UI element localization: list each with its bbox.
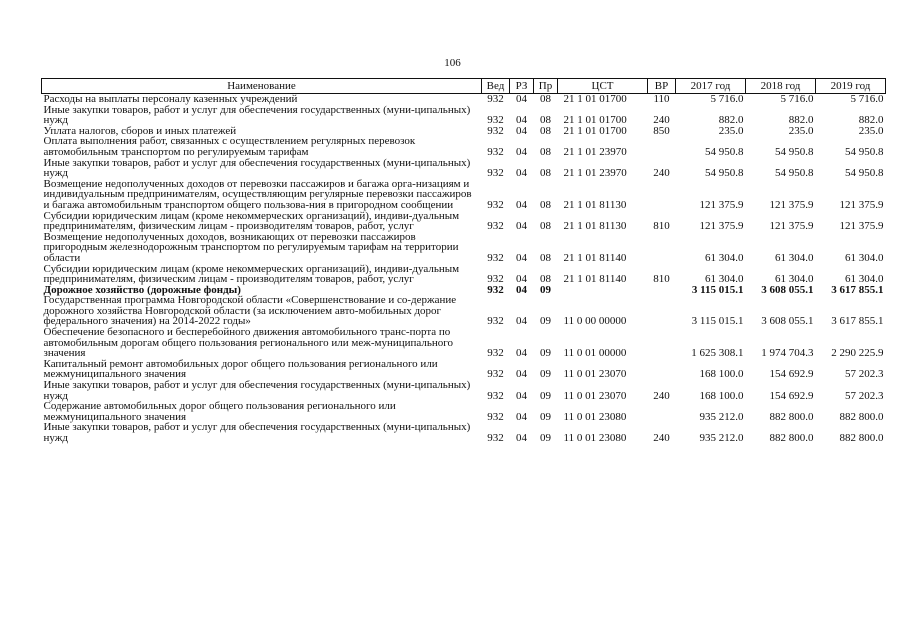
row-name: Возмещение недополученных доходов от перевозки пассажиров и багажа орга-низациям и индивидуальным предпринимателям, осуществляющим регулярные перевозки пассажиров и багажа автомобильным транспортом общего пользова-ния в пригородном сообщении	[43, 177, 472, 211]
row-amount-2019: 3 617 855.1	[831, 283, 884, 296]
row-rz: 04	[516, 145, 527, 158]
row-pr: 08	[540, 198, 551, 211]
row-amount-2017: 935 212.0	[699, 432, 744, 444]
table-row	[42, 401, 886, 422]
row-amount-2018: 3 608 055.1	[761, 315, 814, 328]
row-vr: 240	[653, 389, 670, 402]
row-amount-2017: 61 304.0	[705, 251, 744, 264]
row-rz: 04	[516, 273, 527, 286]
row-rz: 04	[516, 347, 527, 360]
row-ved: 932	[487, 220, 504, 233]
column-header-vr: ВР	[648, 79, 676, 94]
row-amount-2019: 3 617 855.1	[831, 315, 884, 328]
row-rz: 04	[516, 389, 527, 402]
row-cst: 21 1 01 01700	[563, 93, 627, 105]
row-rz: 04	[516, 368, 527, 381]
row-vr	[648, 327, 676, 359]
row-vr	[648, 136, 676, 157]
row-vr: 810	[653, 273, 670, 286]
row-vr: 810	[653, 220, 670, 233]
row-name: Субсидии юридическим лицам (кроме некоммерческих организаций), индиви-дуальным предпринимателям, физическим лицам - производителям товаров, работ, услуг	[43, 209, 460, 233]
row-amount-2018: 154 692.9	[769, 389, 814, 402]
row-amount-2019: 882 800.0	[839, 432, 884, 444]
row-pr: 08	[540, 114, 551, 127]
row-amount-2019: 5 716.0	[850, 93, 884, 105]
row-pr: 08	[540, 167, 551, 180]
row-amount-2018: 1 974 704.3	[761, 347, 814, 360]
row-pr: 09	[540, 347, 551, 360]
row-vr: 240	[653, 114, 670, 127]
row-amount-2019: 882 800.0	[839, 410, 884, 423]
column-header-2019: 2019 год	[816, 79, 886, 94]
row-amount-2017: 5 716.0	[710, 93, 744, 105]
row-amount-2017: 121 375.9	[699, 220, 744, 233]
row-ved: 932	[487, 114, 504, 127]
row-amount-2018: 121 375.9	[769, 220, 814, 233]
row-name: Государственная программа Новгородской области «Совершенствование и со-держание дорожного хозяйства Новгородской области (за исключением авто-мобильных дорог федерального значения) на 2014-2022 годы»	[43, 294, 457, 328]
row-pr: 09	[540, 410, 551, 423]
row-name: Оплата выполнения работ, связанных с осуществлением регулярных перевозок автомобильным транспортом по регулируемым тарифам	[43, 135, 416, 158]
row-ved: 932	[487, 347, 504, 360]
row-rz: 04	[516, 315, 527, 328]
row-ved: 932	[487, 389, 504, 402]
table-row	[42, 105, 886, 126]
column-header-2018: 2018 год	[746, 79, 816, 94]
row-amount-2019: 2 290 225.9	[831, 347, 884, 360]
row-amount-2018: 882 800.0	[769, 432, 814, 444]
row-amount-2017: 54 950.8	[705, 145, 744, 158]
row-vr	[648, 285, 676, 296]
row-amount-2018: 3 608 055.1	[761, 283, 814, 296]
row-pr: 08	[540, 273, 551, 286]
row-pr: 09	[540, 283, 551, 296]
row-cst: 11 0 00 00000	[563, 315, 627, 328]
row-pr: 09	[540, 389, 551, 402]
row-pr: 09	[540, 432, 551, 444]
row-amount-2018: 882 800.0	[769, 410, 814, 423]
row-cst: 21 1 01 81140	[563, 251, 627, 264]
row-ved: 932	[487, 273, 504, 286]
row-ved: 932	[487, 410, 504, 423]
row-amount-2018: 235.0	[788, 124, 814, 137]
row-vr	[648, 295, 676, 327]
row-amount-2017: 168 100.0	[699, 368, 744, 381]
row-amount-2019: 54 950.8	[845, 145, 884, 158]
table-row	[42, 211, 886, 232]
row-pr: 08	[540, 93, 551, 105]
row-cst: 21 1 01 81140	[563, 273, 627, 286]
row-ved: 932	[487, 315, 504, 328]
row-amount-2018: 54 950.8	[775, 167, 814, 180]
row-rz: 04	[516, 283, 527, 296]
row-amount-2018: 61 304.0	[775, 273, 814, 286]
row-amount-2017: 61 304.0	[705, 273, 744, 286]
table-row	[42, 359, 886, 380]
row-vr: 240	[653, 167, 670, 180]
row-cst: 11 0 01 23080	[563, 410, 627, 423]
row-amount-2017: 882.0	[718, 114, 744, 127]
table-row	[42, 264, 886, 285]
row-cst: 21 1 01 01700	[563, 114, 627, 127]
column-header-name: Наименование	[42, 79, 482, 94]
row-vr	[648, 232, 676, 264]
row-name: Расходы на выплаты персоналу казенных учреждений	[43, 93, 298, 105]
column-header-2017: 2017 год	[676, 79, 746, 94]
row-ved: 932	[487, 93, 504, 105]
row-name: Возмещение недополученных доходов, возникающих от перевозки пассажиров пригородным железнодорожным транспортом по регулируемым тарифам на территории области	[43, 230, 459, 264]
row-amount-2019: 61 304.0	[845, 273, 884, 286]
table-row	[42, 422, 886, 443]
row-name: Капитальный ремонт автомобильных дорог общего пользования регионального или межмуниципального значения	[43, 357, 438, 381]
row-amount-2018: 154 692.9	[769, 368, 814, 381]
table-row	[42, 232, 886, 264]
row-pr: 08	[540, 251, 551, 264]
row-amount-2018: 882.0	[788, 114, 814, 127]
row-cst: 21 1 01 81130	[563, 198, 627, 211]
row-amount-2017: 3 115 015.1	[691, 283, 744, 296]
row-rz: 04	[516, 114, 527, 127]
row-name: Иные закупки товаров, работ и услуг для обеспечения государственных (муни-ципальных) нужд	[43, 156, 471, 180]
row-name: Субсидии юридическим лицам (кроме некоммерческих организаций), индиви-дуальным предпринимателям, физическим лицам - производителям товаров, работ, услуг	[43, 262, 460, 286]
column-header-cst: ЦСТ	[558, 79, 648, 94]
row-pr: 09	[540, 315, 551, 328]
table-header-row	[42, 79, 886, 94]
row-amount-2017: 235.0	[718, 124, 744, 137]
row-amount-2019: 121 375.9	[839, 198, 884, 211]
row-pr: 09	[540, 368, 551, 381]
row-rz: 04	[516, 251, 527, 264]
row-rz: 04	[516, 124, 527, 137]
row-amount-2018: 61 304.0	[775, 251, 814, 264]
row-pr: 08	[540, 124, 551, 137]
row-cst: 11 0 01 23080	[563, 432, 627, 444]
table-row	[42, 327, 886, 359]
table-row	[42, 158, 886, 179]
row-name: Дорожное хозяйство (дорожные фонды)	[43, 283, 241, 296]
row-amount-2019: 61 304.0	[845, 251, 884, 264]
column-header-rz: РЗ	[510, 79, 534, 94]
row-pr: 08	[540, 145, 551, 158]
row-amount-2019: 235.0	[858, 124, 884, 137]
row-cst: 21 1 01 81130	[563, 220, 627, 233]
table-row	[42, 94, 886, 105]
row-rz: 04	[516, 93, 527, 105]
row-amount-2017: 1 625 308.1	[691, 347, 744, 360]
row-name: Иные закупки товаров, работ и услуг для обеспечения государственных (муни-ципальных) нужд	[43, 421, 471, 444]
row-name: Иные закупки товаров, работ и услуг для обеспечения государственных (муни-ципальных) нужд	[43, 379, 471, 402]
row-ved: 932	[487, 432, 504, 444]
table-row	[42, 179, 886, 211]
table-row	[42, 295, 886, 327]
table-body	[42, 94, 886, 444]
row-amount-2018: 5 716.0	[780, 93, 814, 105]
row-vr	[648, 359, 676, 380]
row-amount-2018: 54 950.8	[775, 145, 814, 158]
budget-table	[41, 78, 886, 444]
column-header-ved: Вед	[482, 79, 510, 94]
table-row	[42, 380, 886, 401]
row-rz: 04	[516, 410, 527, 423]
row-ved: 932	[487, 167, 504, 180]
page-number: 106	[444, 57, 461, 69]
row-ved: 932	[487, 368, 504, 381]
row-cst: 21 1 01 23970	[563, 145, 627, 158]
row-amount-2019: 882.0	[858, 114, 884, 127]
row-ved: 932	[487, 198, 504, 211]
row-cst	[558, 285, 648, 296]
column-header-pr: Пр	[534, 79, 558, 94]
row-cst: 11 0 01 00000	[563, 347, 627, 360]
row-amount-2019: 54 950.8	[845, 167, 884, 180]
row-amount-2019: 57 202.3	[845, 368, 884, 381]
row-cst: 11 0 01 23070	[563, 389, 627, 402]
row-rz: 04	[516, 220, 527, 233]
row-amount-2019: 121 375.9	[839, 220, 884, 233]
row-vr: 240	[653, 432, 670, 444]
row-cst: 21 1 01 23970	[563, 167, 627, 180]
row-rz: 04	[516, 198, 527, 211]
row-amount-2017: 935 212.0	[699, 410, 744, 423]
table-row	[42, 136, 886, 157]
row-vr: 110	[653, 93, 670, 105]
row-name: Содержание автомобильных дорог общего пользования регионального или межмуниципального значения	[43, 400, 396, 423]
row-rz: 04	[516, 432, 527, 444]
row-vr: 850	[653, 124, 670, 137]
row-cst: 21 1 01 01700	[563, 124, 627, 137]
row-rz: 04	[516, 167, 527, 180]
row-ved: 932	[487, 124, 504, 137]
row-ved: 932	[487, 283, 504, 296]
row-vr	[648, 179, 676, 211]
row-amount-2017: 121 375.9	[699, 198, 744, 211]
row-ved: 932	[487, 251, 504, 264]
row-amount-2018: 121 375.9	[769, 198, 814, 211]
row-name: Обеспечение безопасного и бесперебойного движения автомобильного транс-порта по автомобильным дорогам общего пользования регионального или меж-муниципального значения	[43, 326, 454, 360]
row-amount-2017: 3 115 015.1	[691, 315, 744, 328]
row-cst: 11 0 01 23070	[563, 368, 627, 381]
row-pr: 08	[540, 220, 551, 233]
row-amount-2019: 57 202.3	[845, 389, 884, 402]
row-amount-2017: 168 100.0	[699, 389, 744, 402]
row-name: Иные закупки товаров, работ и услуг для обеспечения государственных (муни-ципальных) нужд	[43, 103, 471, 127]
row-vr	[648, 401, 676, 422]
row-name: Уплата налогов, сборов и иных платежей	[43, 124, 237, 137]
row-ved: 932	[487, 145, 504, 158]
row-amount-2017: 54 950.8	[705, 167, 744, 180]
